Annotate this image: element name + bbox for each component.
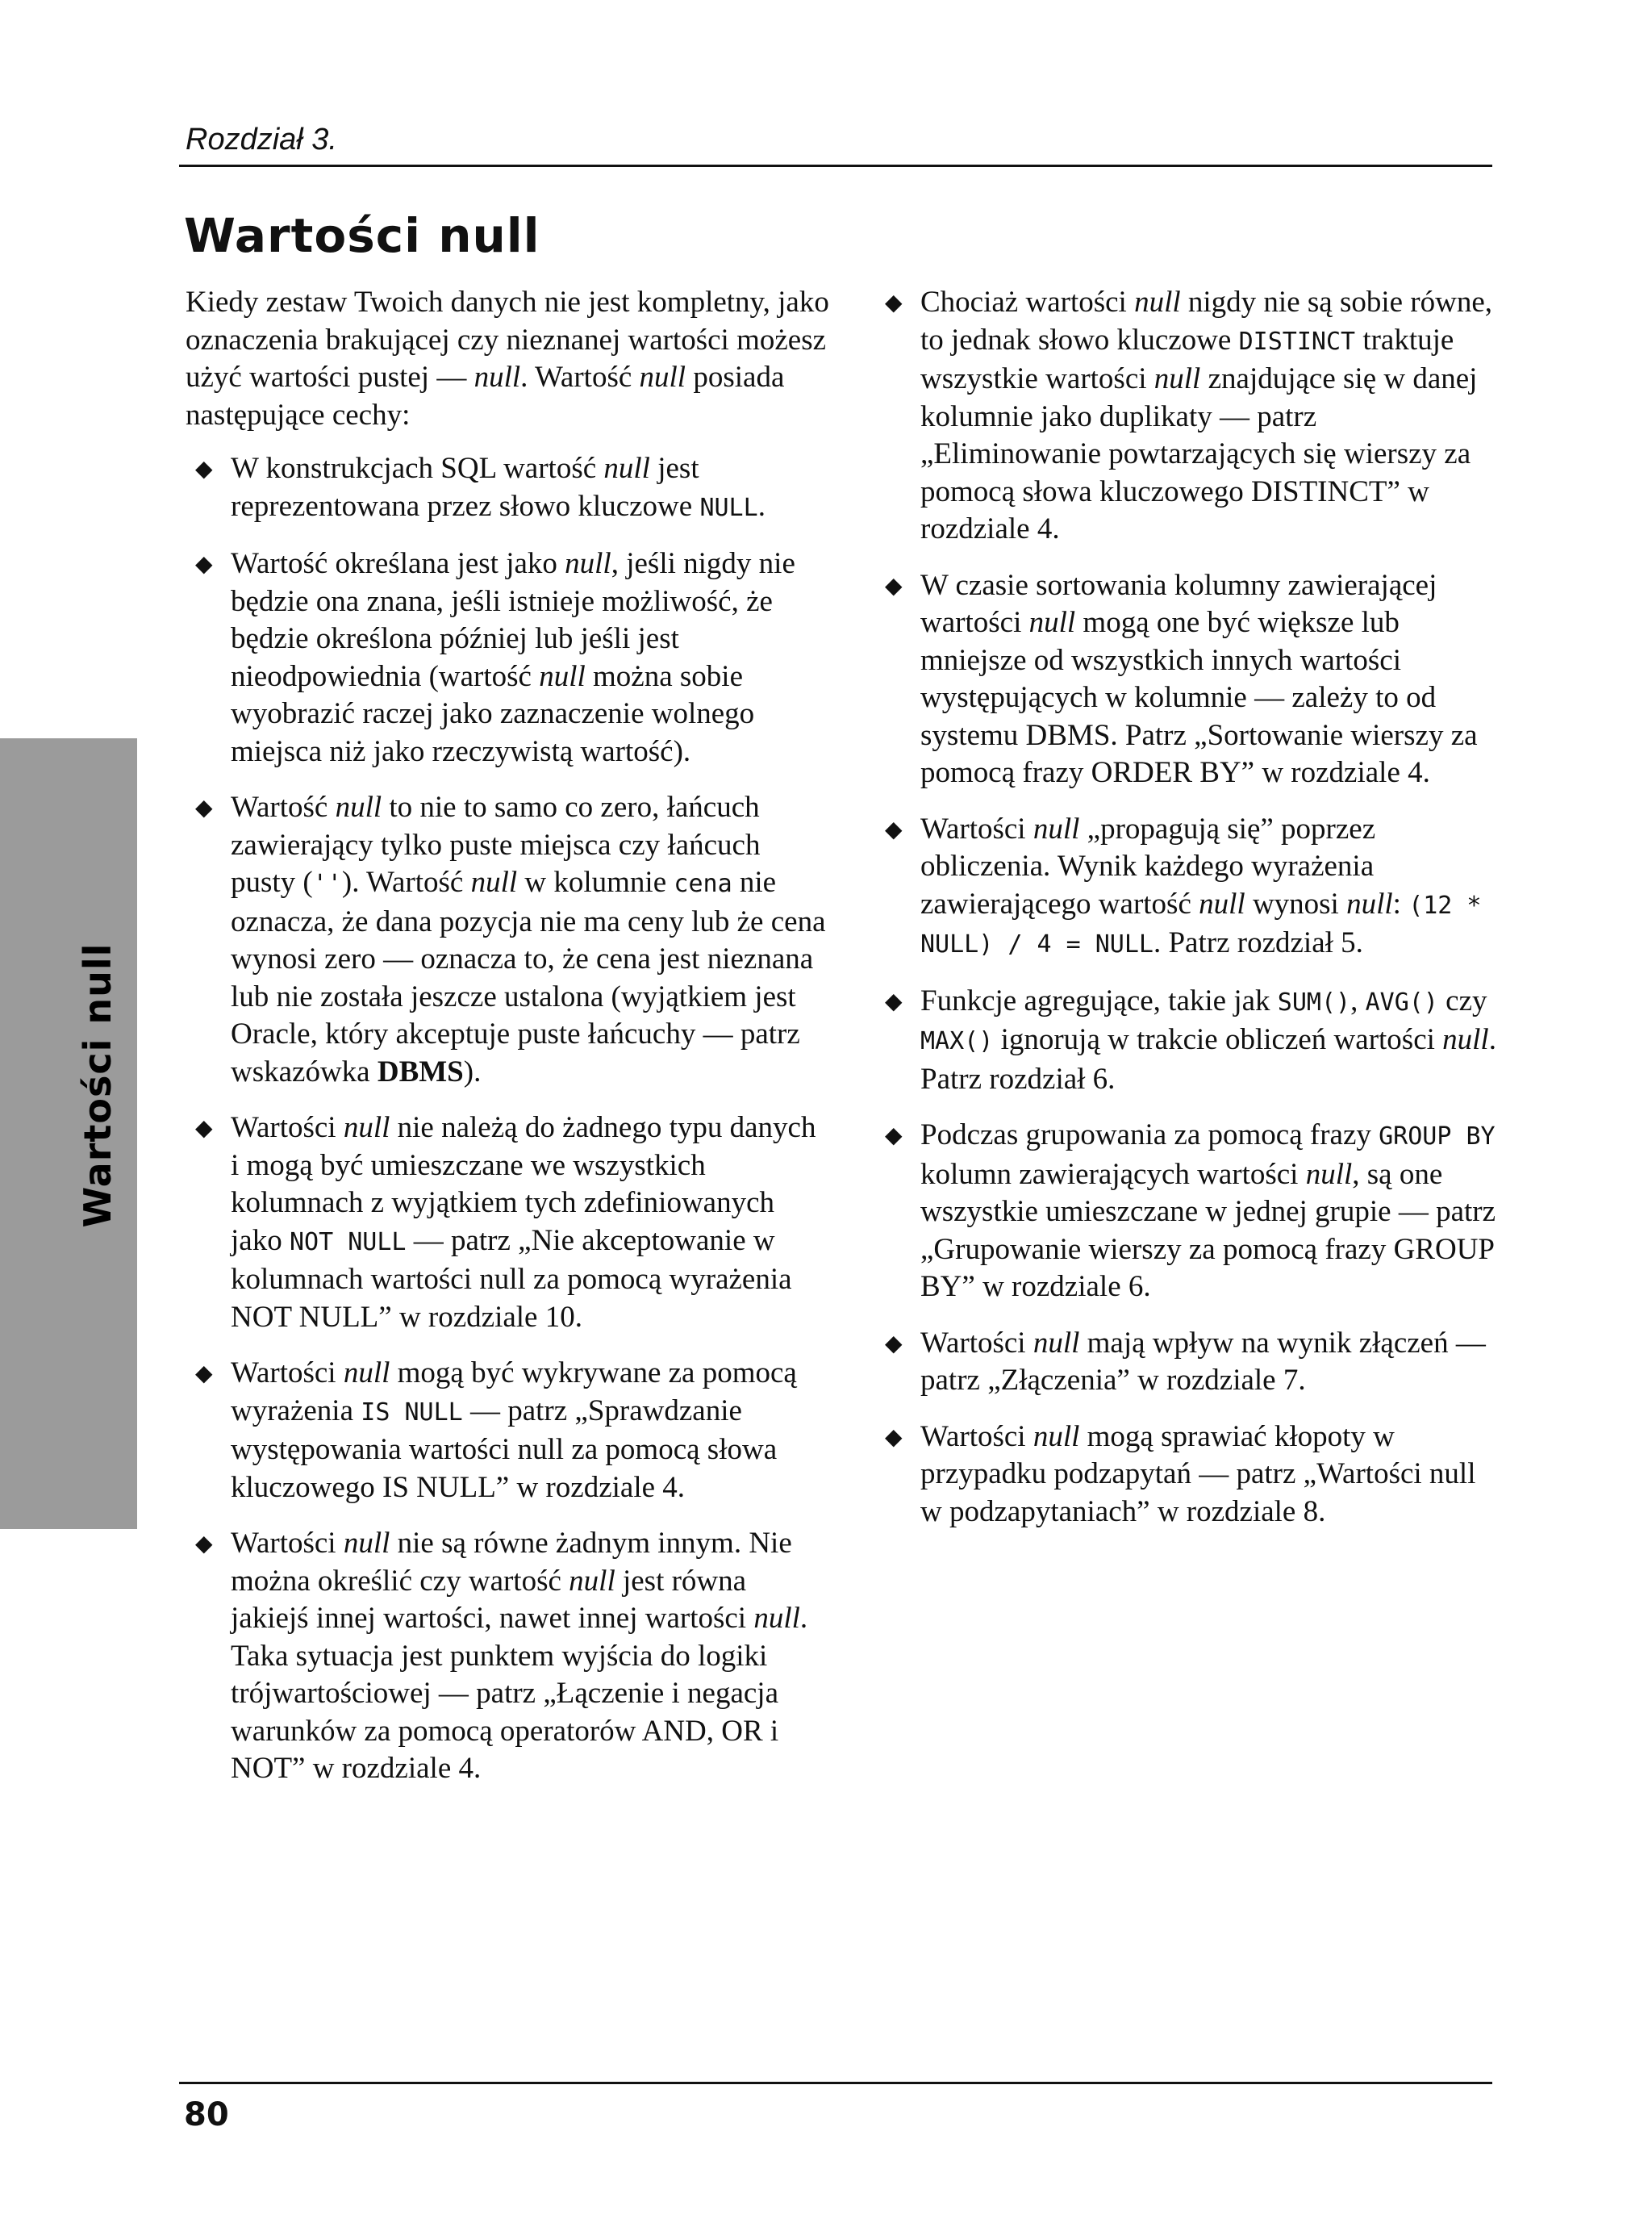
list-item: ◆ W konstrukcjach SQL wartość null jest reprezentowana przez słowo kluczowe NULL.: [195, 452, 766, 523]
diamond-bullet-icon: ◆: [195, 1114, 213, 1141]
list-item: ◆ Wartości null mogą sprawiać kłopoty w przypadku podzapytań — patrz „Wartości null w podzapytaniach” w rozdziale 8.: [885, 1419, 1476, 1528]
diamond-bullet-icon: ◆: [885, 987, 903, 1014]
right-bullet-list: [875, 284, 1496, 1531]
intro-paragraph: Kiedy zestaw Twoich danych nie jest kompletny, jako oznaczenia brakującej czy nieznanej wartości możesz użyć wartości pustej — null. Wartość null posiada następujące cechy:: [186, 286, 829, 432]
side-tab-label: Wartości null: [76, 942, 119, 1228]
page-number: 80: [184, 2096, 229, 2133]
section-title: Wartości null: [184, 208, 540, 263]
list-item: ◆ Wartości null nie są równe żadnym innym. Nie można określić czy wartość null jest równa jakiejś innej wartości, nawet innej wartości null. Taka sytuacja jest punktem wyjścia do logiki trójwartościowej — patrz „Łączenie i negacja warunków za pomocą operatorów AND, OR i NOT” w rozdziale 4.: [195, 1527, 808, 1785]
list-item: ◆ Chociaż wartości null nigdy nie są sobie równe, to jednak słowo kluczowe DISTINCT traktuje wszystkie wartości null znajdujące się w danej kolumnie jako duplikaty — patrz „Eliminowanie powtarzających się wierszy za pomocą słowa kluczowego DISTINCT” w rozdziale 4.: [885, 286, 1493, 545]
right-column: [875, 284, 1496, 1549]
list-item: ◆ Funkcje agregujące, takie jak SUM(), AVG() czy MAX() ignorują w trakcie obliczeń wartości null. Patrz rozdział 6.: [885, 984, 1496, 1096]
diamond-bullet-icon: ◆: [885, 571, 903, 599]
left-column: [186, 284, 831, 1807]
list-item: ◆ Wartość określana jest jako null, jeśli nigdy nie będzie ona znana, jeśli istnieje możliwość, że będzie określona później lub jeśli jest nieodpowiednia (wartość null można sobie wyobrazić raczej jako zaznaczenie wolnego miejsca niż jako rzeczywistą wartość).: [195, 547, 795, 768]
diamond-bullet-icon: ◆: [885, 1423, 903, 1450]
list-item: ◆ Wartości null nie należą do żadnego typu danych i mogą być umieszczane we wszystkich kolumnach z wyjątkiem tych zdefiniowanych jako NOT NULL — patrz „Nie akceptowanie w kolumnach wartości null za pomocą wyrażenia NOT NULL” w rozdziale 10.: [195, 1111, 816, 1334]
diamond-bullet-icon: ◆: [195, 455, 213, 482]
diamond-bullet-icon: ◆: [885, 1122, 903, 1148]
chapter-header: Rozdział 3.: [186, 123, 337, 157]
diamond-bullet-icon: ◆: [195, 1360, 213, 1386]
list-item: ◆ W czasie sortowania kolumny zawierającej wartości null mogą one być większe lub mniejsze od wszystkich innych wartości występujących w kolumnie — zależy to od systemu DBMS. Patrz „Sortowanie wierszy za pomocą frazy ORDER BY” w rozdziale 4.: [885, 568, 1478, 789]
diamond-bullet-icon: ◆: [885, 1329, 903, 1356]
diamond-bullet-icon: ◆: [885, 289, 903, 315]
list-item: ◆ Podczas grupowania za pomocą frazy GROUP BY kolumn zawierających wartości null, są one wszystkie umieszczane w jednej grupie — patrz „Grupowanie wierszy za pomocą frazy GROUP BY” w rozdziale 6.: [885, 1118, 1496, 1303]
diamond-bullet-icon: ◆: [195, 794, 213, 821]
list-item: ◆ Wartość null to nie to samo co zero, łańcuch zawierający tylko puste miejsca czy łańcuch pusty (''). Wartość null w kolumnie cena nie oznacza, że dana pozycja nie ma ceny lub że cena wynosi zero — oznacza to, że cena jest nieznana lub nie została jeszcze ustalona (wyjątkiem jest Oracle, który akceptuje puste łańcuchy — patrz wskazówka DBMS).: [195, 791, 826, 1088]
diamond-bullet-icon: ◆: [195, 550, 213, 577]
list-item: ◆ Wartości null mają wpływ na wynik złączeń — patrz „Złączenia” w rozdziale 7.: [885, 1326, 1486, 1397]
list-item: ◆ Wartości null „propagują się” poprzez obliczenia. Wynik każdego wyrażenia zawierającego wartość null wynosi null: (12 * NULL) / 4 = NULL. Patrz rozdział 5.: [885, 812, 1482, 959]
left-bullet-list: [186, 450, 831, 1788]
diamond-bullet-icon: ◆: [885, 815, 903, 842]
header-rule: [179, 165, 1492, 167]
footer-rule: [179, 2082, 1492, 2084]
diamond-bullet-icon: ◆: [195, 1530, 213, 1556]
list-item: ◆ Wartości null mogą być wykrywane za pomocą wyrażenia IS NULL — patrz „Sprawdzanie występowania wartości null za pomocą słowa kluczowego IS NULL” w rozdziale 4.: [195, 1356, 797, 1504]
